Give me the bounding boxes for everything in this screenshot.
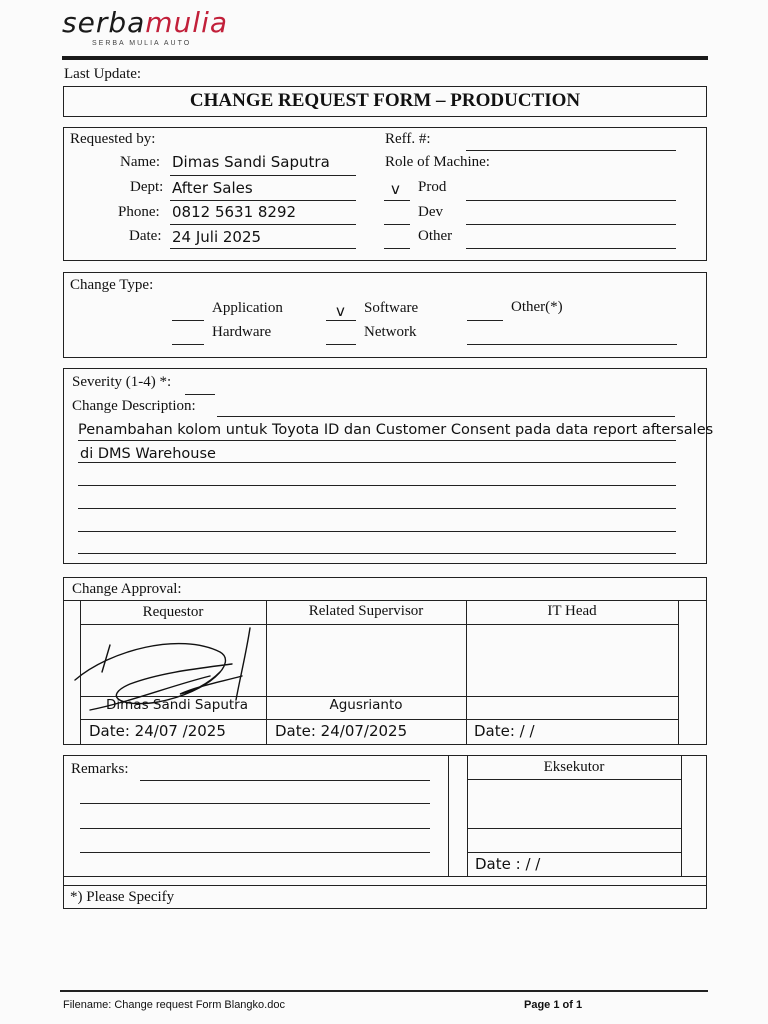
title-box xyxy=(63,86,707,117)
header-rule xyxy=(62,56,708,60)
executor-label: Eksekutor xyxy=(543,759,605,775)
change-description-label: Change Description: xyxy=(72,398,196,414)
approval-date-requestor: Date: 24/07 /2025 xyxy=(89,722,226,740)
company-logo xyxy=(62,6,242,50)
role-other-label: Other xyxy=(418,228,453,244)
supervisor-name: Agusrianto xyxy=(329,697,403,713)
logo-tagline: SERBA MULIA AUTO xyxy=(92,40,192,47)
description-line-1: Penambahan kolom untuk Toyota ID dan Customer Consent pada data report aftersales xyxy=(78,422,714,438)
type-other-label: Other(*) xyxy=(511,299,563,315)
requested-heading: Requested by: xyxy=(70,131,156,147)
approval-col-requestor: Requestor xyxy=(142,604,204,620)
date-label: Date: xyxy=(129,228,162,244)
role-prod-check: v xyxy=(391,180,400,198)
phone-value: 0812 5631 8292 xyxy=(172,203,297,221)
page-title: CHANGE REQUEST FORM – PRODUCTION xyxy=(189,90,581,111)
type-application-label: Application xyxy=(212,300,283,316)
type-network-label: Network xyxy=(364,324,417,340)
name-label: Name: xyxy=(120,154,160,170)
approval-heading: Change Approval: xyxy=(72,581,182,597)
type-hardware-label: Hardware xyxy=(212,324,272,340)
role-prod-label: Prod xyxy=(418,179,447,195)
reff-label: Reff. #: xyxy=(385,131,431,147)
remarks-label: Remarks: xyxy=(71,761,129,777)
dept-label: Dept: xyxy=(130,179,164,195)
phone-label: Phone: xyxy=(118,204,160,220)
date-value: 24 Juli 2025 xyxy=(172,228,262,246)
approval-date-it-head: Date: / / xyxy=(474,722,535,740)
footer-page: Page 1 of 1 xyxy=(524,999,583,1011)
executor-date: Date : / / xyxy=(475,855,541,873)
approval-col-it-head: IT Head xyxy=(547,603,597,619)
dept-value: After Sales xyxy=(172,179,253,197)
name-value: Dimas Sandi Saputra xyxy=(172,153,330,171)
description-line-2: di DMS Warehouse xyxy=(80,446,216,462)
severity-label: Severity (1-4) *: xyxy=(72,374,172,390)
type-software-label: Software xyxy=(364,300,419,316)
logo-brand-a: serba xyxy=(62,6,146,39)
approval-date-supervisor: Date: 24/07/2025 xyxy=(275,722,408,740)
logo-brand-b: mulia xyxy=(145,6,229,39)
footnote: *) Please Specify xyxy=(70,889,175,905)
change-type-heading: Change Type: xyxy=(70,277,154,293)
requestor-name: Dimas Sandi Saputra xyxy=(106,697,248,713)
last-update-label: Last Update: xyxy=(64,66,142,82)
footer-filename: Filename: Change request Form Blangko.doc xyxy=(63,999,285,1011)
footer-rule xyxy=(60,990,708,992)
role-label: Role of Machine: xyxy=(385,154,490,170)
type-software-check: v xyxy=(336,302,345,320)
approval-col-supervisor: Related Supervisor xyxy=(308,603,424,619)
role-dev-label: Dev xyxy=(418,204,443,220)
